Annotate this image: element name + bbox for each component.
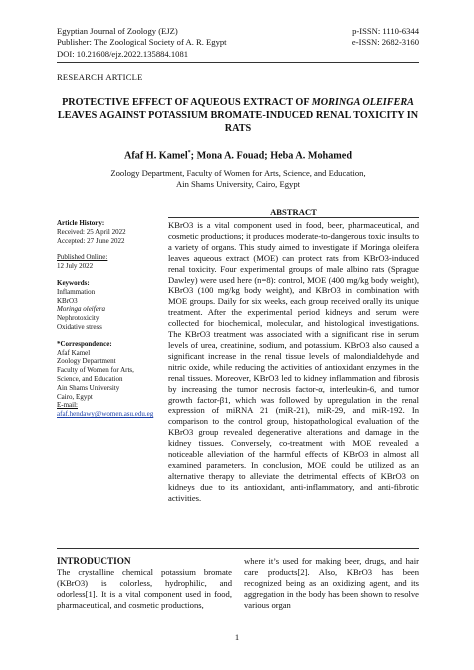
keyword: Inflammation [57,287,96,296]
affiliation-line-2: Ain Shams University, Cairo, Egypt [175,179,301,189]
page-number: 1 [234,632,240,642]
corresponding-mark: * [187,150,191,156]
title-species: MORINGA OLEIFERA [311,97,414,108]
keyword: Oxidative stress [57,322,102,331]
article-type: RESEARCH ARTICLE [57,72,143,82]
author-list [57,150,419,161]
keyword: KBrO3 [57,296,78,305]
email-link[interactable]: afaf.hendawy@women.asu.edu.eg [57,410,154,419]
introduction-column-left [57,556,232,611]
affiliation-line-1: Zoology Department, Faculty of Women for Arts, Science, and Education, [110,168,366,178]
received-date: Received: 25 April 2022 [57,227,126,236]
electronic-issn: e-ISSN: 2682-3160 [351,37,419,48]
accepted-date: Accepted: 27 June 2022 [57,236,125,245]
correspondence-line: Cairo, Egypt [57,392,93,401]
author-1: Afaf H. Kamel [124,150,188,162]
affiliation [57,168,419,190]
keyword: Moringa oleifera [57,305,106,314]
history-heading: Article History: [57,219,105,227]
introduction-text-left: The crystalline chemical potassium bromate (KBrO3) is colorless, hydrophilic, and odorless[1]. It is a vital component used in food, pharmaceutical, and cosmetic productions, [57,566,232,610]
header-divider [57,62,419,63]
doi: DOI: 10.21608/ejz.2022.135884.1081 [57,48,189,59]
other-authors: ; Mona A. Fouad; Heba A. Mohamed [190,150,352,162]
abstract-bottom-divider [57,548,419,549]
article-title [57,96,419,135]
article-info-sidebar [57,219,159,419]
published-date: 12 July 2022 [57,262,94,271]
journal-name: Egyptian Journal of Zoology (EJZ) [57,26,178,36]
abstract-heading: ABSTRACT [270,207,317,217]
published-heading: Published Online: [57,253,108,262]
keyword: Nephrotoxicity [57,314,100,323]
correspondence-heading: *Correspondence: [57,339,112,348]
introduction-column-right [244,556,419,611]
correspondence-line: Zoology Department [57,357,116,366]
correspondence-line: Faculty of Women for Arts, [57,366,134,375]
journal-header [57,26,419,60]
title-part-1: PROTECTIVE EFFECT OF AQUEOUS EXTRACT OF [62,97,312,108]
abstract-body [168,220,419,504]
publisher: Publisher: The Zoological Society of A. R. Egypt [57,37,227,48]
correspondence-line: Ain Shams University [57,383,120,392]
introduction-text-right: where it’s used for making beer, drugs, and hair care products[2]. Also, KBrO3 has been recognized being as an oxidizing agent, and its aggregation in the body has been shown to resolve various organ [244,556,419,610]
abstract-divider [168,217,419,218]
email-label: E-mail: [57,401,78,410]
correspondence-line: Science, and Education [57,374,123,383]
keywords-heading: Keywords: [57,278,90,287]
title-part-2: LEAVES AGAINST POTASSIUM BROMATE-INDUCED RENAL TOXICITY IN RATS [57,110,419,134]
introduction-heading: INTRODUCTION [57,556,131,566]
abstract-text: KBrO3 is a vital component used in food, beer, pharmaceutical, and cosmetic productions; it produces moderate-to-dangerous toxic insults to a variety of organs. This study aimed to investigate if Moringa oleifera leaves aqueous extract (MOE) can protect rats from KBrO3-induced renal toxicity. Four experimental groups of male albino rats (Sprague Dawley) were used here (n=8): control, MOE (400 mg/kg body weight), KBrO3 (100 mg/kg body weight), and KBrO3 in combination with MOE groups. Daily for six weeks, each group received orally its unique treatment. After the experimental period kidneys and serum were collected for biochemical, molecular, and histological investigations. The KBrO3 treatment was associated with a significant rise in serum levels of urea, creatinine, sodium, and potassium. KBrO3 also caused a significant increase in the renal tissue levels of malondialdehyde and nitric oxide, while reducing the activities of antioxidant enzymes in the renal tissues. Moreover, KBrO3 led to kidney inflammation and fibrosis by increasing the tumor necrosis factor-α, interleukin-6, and tumor growth factor-β1, which was followed by upregulation in the renal expression of miRNA 21 (miR-21), miR-29, and miR-192. In comparison to the control group, histopathological evaluation of the KBrO3 group revealed degenerative alterations and damage in the kidney tissues. Conversely, co-treatment with MOE revealed a noticeable alleviation of the harmful effects of KBrO3 in almost all examined parameters. In conclusion, MOE could be utilized as an alternative therapy to alleviate the detrimental effects of KBrO3 on kidneys due to its antioxidant, anti-inflammatory, and anti-fibrotic activities. [168,220,419,503]
correspondence-line: Afaf Kamel [57,348,91,357]
print-issn: p-ISSN: 1110-6344 [352,26,419,36]
